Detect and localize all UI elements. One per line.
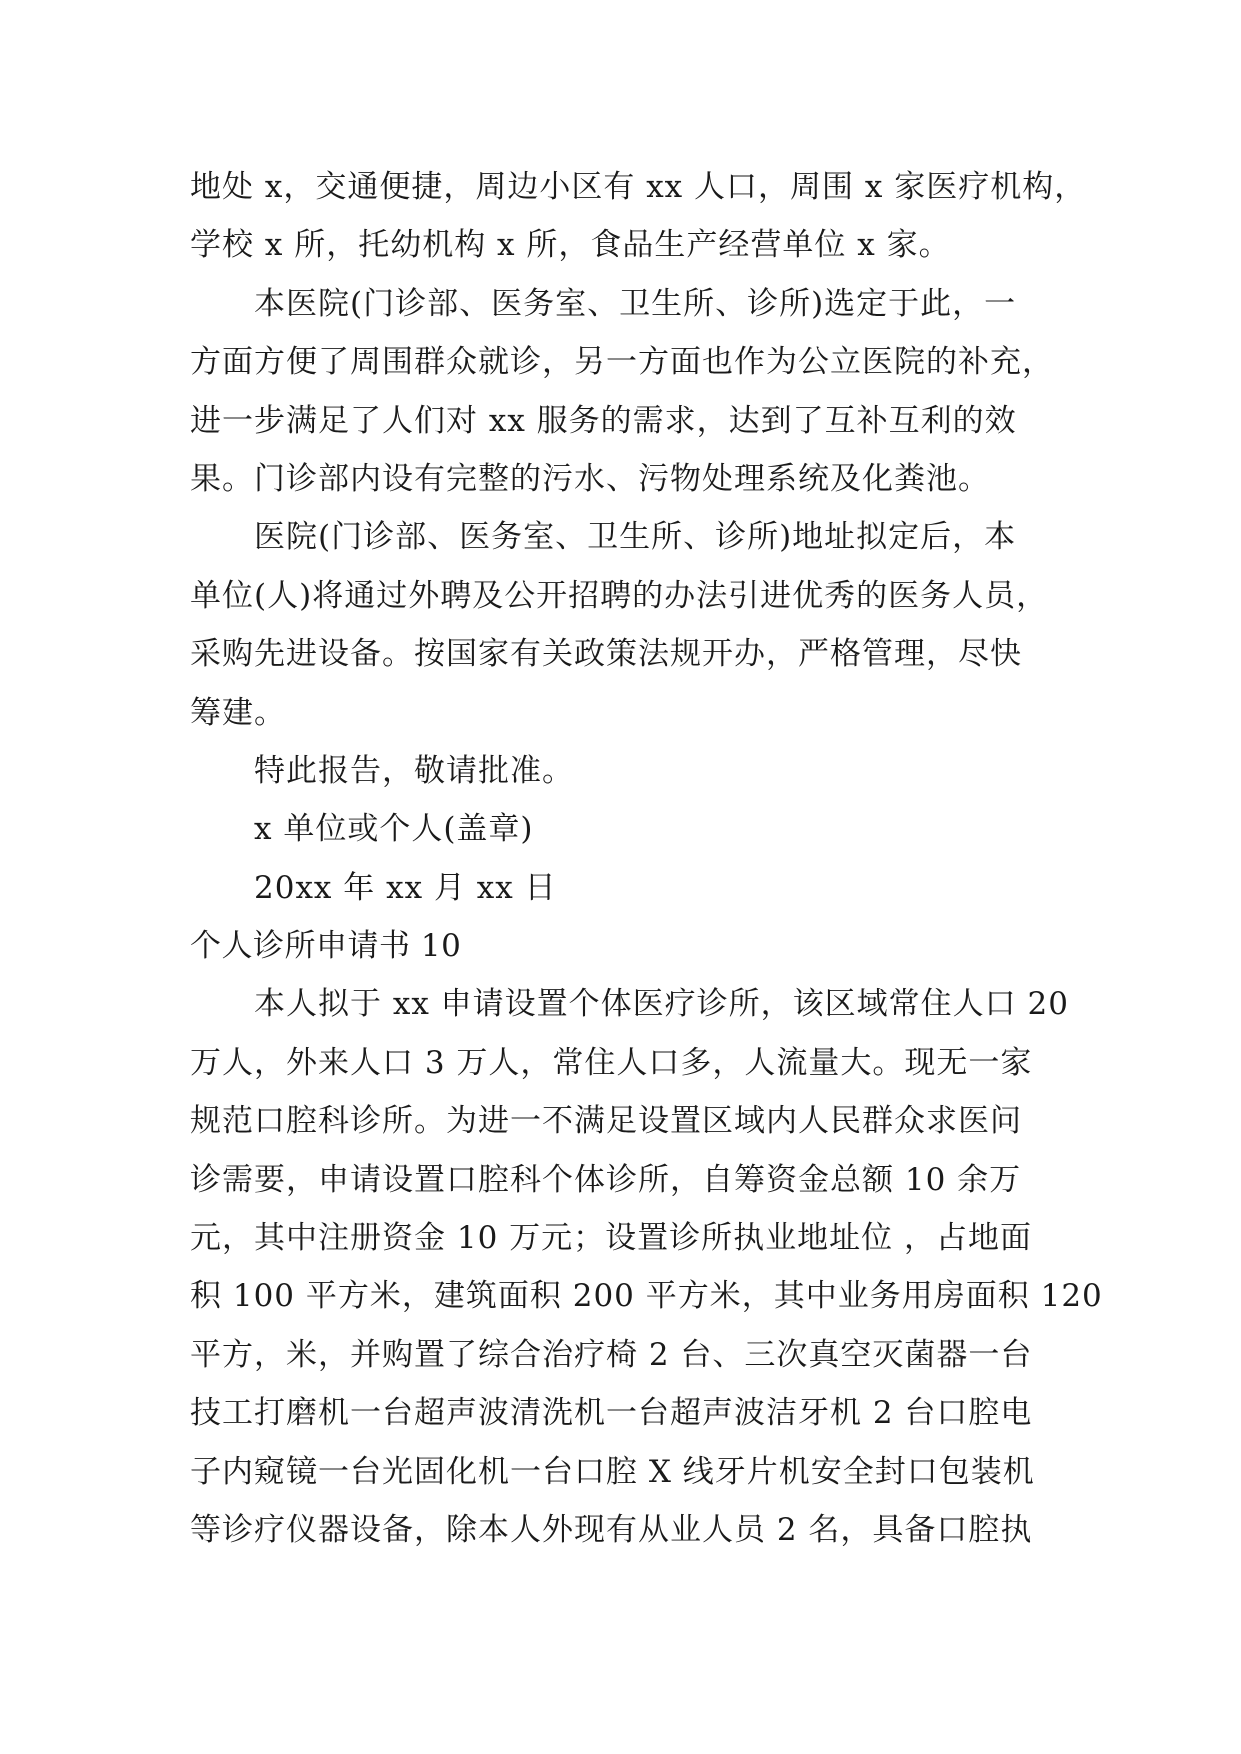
text-line: 平方，米，并购置了综合治疗椅 2 台、三次真空灭菌器一台 bbox=[190, 1336, 1033, 1373]
text-line: 技工打磨机一台超声波清洗机一台超声波洁牙机 2 台口腔电 bbox=[190, 1395, 1033, 1432]
text-line: 方面方便了周围群众就诊，另一方面也作为公立医院的补充， bbox=[190, 344, 1054, 381]
text-line: 子内窥镜一台光固化机一台口腔 X 线牙片机安全封口包装机 bbox=[190, 1453, 1035, 1490]
section-heading: 个人诊所申请书 10 bbox=[190, 928, 462, 965]
paragraph-start-line: 本医院(门诊部、医务室、卫生所、诊所)选定于此，一 bbox=[254, 285, 1017, 322]
text-line: 万人，外来人口 3 万人，常住人口多，人流量大。现无一家 bbox=[190, 1044, 1033, 1081]
text-line: 筹建。 bbox=[190, 694, 286, 731]
signature-line: x 单位或个人(盖章) bbox=[254, 811, 534, 848]
text-line: 采购先进设备。按国家有关政策法规开办，严格管理，尽快 bbox=[190, 636, 1022, 673]
paragraph-start-line: 本人拟于 xx 申请设置个体医疗诊所，该区域常住人口 20 bbox=[254, 986, 1069, 1023]
text-line: 诊需要，申请设置口腔科个体诊所，自筹资金总额 10 余万 bbox=[190, 1161, 1022, 1198]
text-line: 单位(人)将通过外聘及公开招聘的办法引进优秀的医务人员， bbox=[190, 577, 1049, 614]
text-line: 规范口腔科诊所。为进一不满足设置区域内人民群众求医问 bbox=[190, 1103, 1022, 1140]
text-line: 进一步满足了人们对 xx 服务的需求，达到了互补互利的效 bbox=[190, 402, 1017, 439]
text-line: 等诊疗仪器设备，除本人外现有从业人员 2 名，具备口腔执 bbox=[190, 1511, 1033, 1548]
text-line: 学校 x 所，托幼机构 x 所，食品生产经营单位 x 家。 bbox=[190, 227, 951, 264]
text-line: 果。门诊部内设有完整的污水、污物处理系统及化粪池。 bbox=[190, 460, 990, 497]
document-page bbox=[190, 158, 1103, 1559]
text-line: 地处 x，交通便捷，周边小区有 xx 人口，周围 x 家医疗机构， bbox=[190, 169, 1087, 205]
closing-line: 特此报告，敬请批准。 bbox=[254, 752, 574, 789]
date-line: 20xx 年 xx 月 xx 日 bbox=[254, 869, 557, 906]
text-line: 元，其中注册资金 10 万元；设置诊所执业地址位 ，占地面 bbox=[190, 1220, 1033, 1257]
text-line: 积 100 平方米，建筑面积 200 平方米，其中业务用房面积 120 bbox=[190, 1278, 1103, 1315]
paragraph-start-line: 医院(门诊部、医务室、卫生所、诊所)地址拟定后，本 bbox=[254, 519, 1017, 556]
